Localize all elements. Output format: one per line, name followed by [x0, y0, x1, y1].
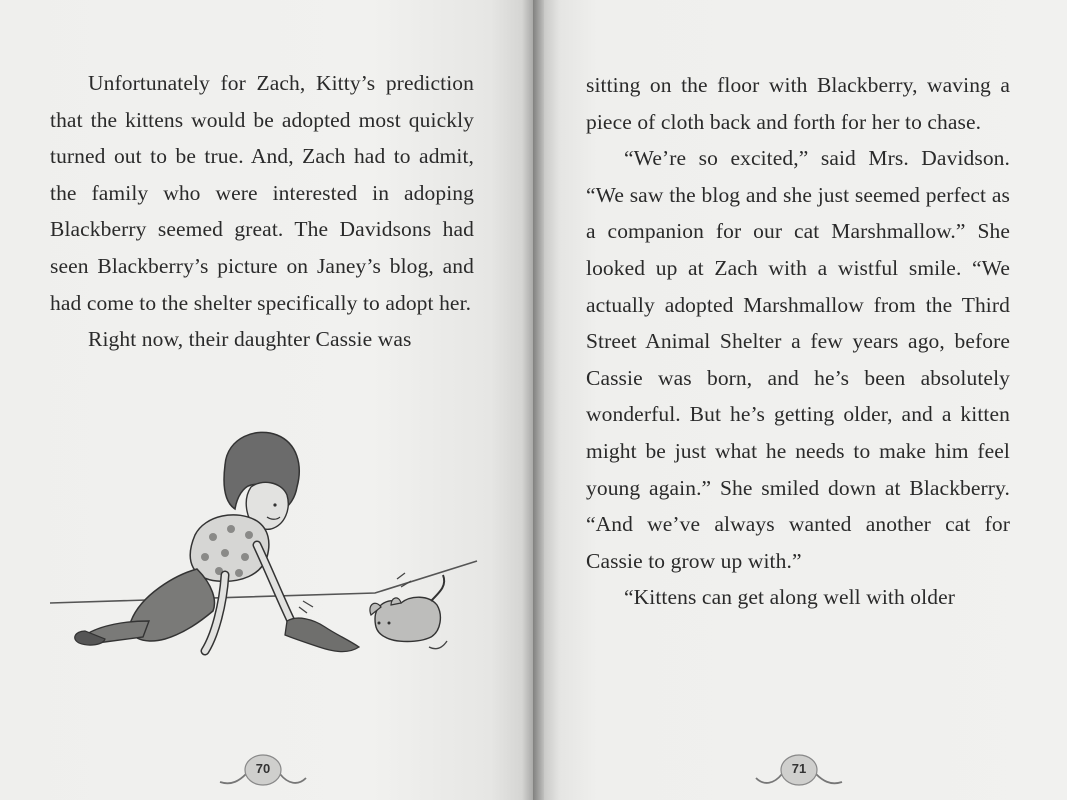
page-number: 70	[255, 761, 271, 776]
paragraph: Right now, their daughter Cassie was	[88, 327, 412, 352]
left-page	[0, 0, 533, 800]
paragraph: Unfortunately for Zach, Kitty’s prediction that the kittens would be adopted most quickly turned out to be true. And, Zach had to admit, the family who were interested in adoping Blackberry seemed great. The Davidsons had seen Blackberry’s picture on Janey’s blog, and had come to the shelter specifically to adopt her.	[50, 71, 474, 315]
left-page-text	[50, 65, 474, 358]
paragraph: “We’re so excited,” said Mrs. Davidson. “We saw the blog and she just seemed perfect as a companion for our cat Marshmallow.” She looked up at Zach with a wistful smile. “We actually adopted Marshmallow from the Third Street Animal Shelter a few years ago, before Cassie was born, and he’s been absolutely wonderful. But he’s getting older, and a kitten might be just what he needs to make him feel young again.” She smiled down at Blackberry. “And we’ve always wanted another cat for Cassie to grow up with.”	[586, 146, 1010, 573]
right-page-text	[586, 67, 1010, 616]
girl-playing-with-kitten-illustration	[45, 425, 485, 680]
book-gutter	[522, 0, 544, 800]
page-number: 71	[791, 761, 807, 776]
page-number-badge	[218, 752, 308, 792]
page-number-badge	[754, 752, 844, 792]
paragraph: “Kittens can get along well with older	[624, 585, 955, 610]
paragraph: sitting on the floor with Blackberry, waving a piece of cloth back and forth for her to chase.	[586, 73, 1010, 134]
